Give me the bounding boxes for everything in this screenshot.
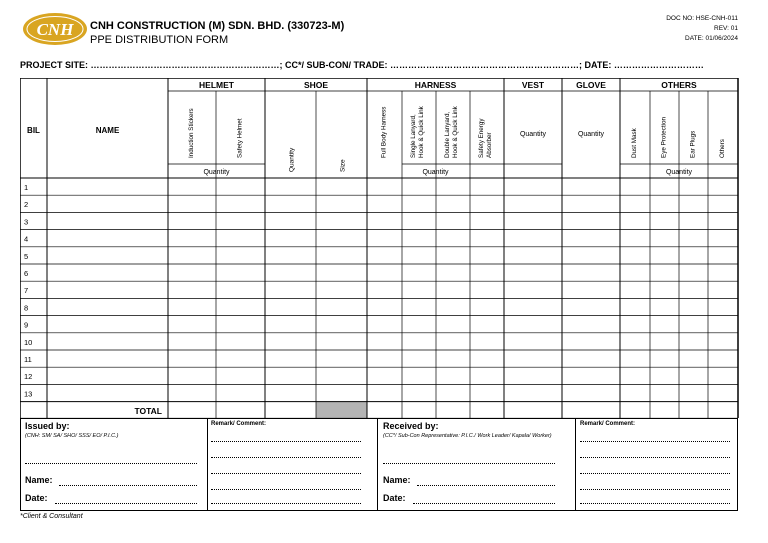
row-number: 12 — [24, 372, 33, 382]
received-remark-line[interactable] — [580, 503, 730, 504]
footer-divider — [207, 419, 208, 510]
group-header-helmet: HELMET — [199, 80, 234, 90]
issued-remark-line[interactable] — [211, 489, 361, 490]
received-name-field[interactable] — [417, 485, 555, 486]
issued-remark-line[interactable] — [211, 473, 361, 474]
logo-text: CNH — [36, 20, 74, 39]
project-line[interactable]: PROJECT SITE: ………………………………………………………; CC*/ SUB-CON/ TRADE: ………………………………………………………; DATE: ………………………… — [20, 60, 704, 70]
row-number: 1 — [24, 183, 29, 192]
row-number: 9 — [24, 320, 29, 330]
received-remark-line[interactable] — [580, 473, 730, 474]
row-number: 8 — [24, 303, 29, 313]
shaded-total-cell — [316, 402, 367, 418]
received-name-label: Name: — [383, 475, 411, 485]
row-number: 5 — [24, 251, 29, 261]
harness-col-header: Single Lanyard, — [410, 114, 417, 158]
received-by-roles: (CC*/ Sub-Con Representative: P.I.C./ Work Leader/ Kapala/ Worker) — [383, 433, 552, 439]
row-number: 10 — [24, 337, 33, 347]
received-remark-line[interactable] — [580, 457, 730, 458]
footer-divider — [377, 419, 378, 510]
row-number: 4 — [24, 234, 29, 244]
company-name: CNH CONSTRUCTION (M) SDN. BHD. (330723-M) — [90, 20, 345, 32]
row-number: 7 — [24, 286, 29, 296]
row-number: 3 — [24, 217, 29, 227]
row-number: 13 — [24, 389, 33, 399]
company-logo — [22, 12, 88, 46]
others-col-header: Others — [719, 139, 726, 158]
harness-col-header: Hook & Quick Link — [418, 106, 425, 158]
harness-col-header: Absorber — [486, 132, 493, 158]
others-quantity-label: Quantity — [665, 169, 693, 176]
issued-signature-line[interactable] — [25, 463, 197, 464]
vest-col-header: Quantity — [519, 131, 547, 138]
received-remark-label: Remark/ Comment: — [580, 421, 636, 427]
name-header: NAME — [95, 126, 120, 135]
form-title: PPE DISTRIBUTION FORM — [90, 34, 229, 46]
glove-col-header: Quantity — [577, 131, 605, 138]
received-remark-line[interactable] — [580, 441, 730, 442]
group-header-harness: HARNESS — [414, 80, 457, 90]
received-date-field[interactable] — [413, 503, 555, 504]
harness-col-header: Full Body Harness — [380, 106, 388, 158]
harness-col-header: Safety Energy — [478, 118, 485, 158]
received-by-label: Received by: — [383, 421, 439, 431]
issued-date-field[interactable] — [55, 503, 197, 504]
received-signature-line[interactable] — [383, 463, 555, 464]
others-col-header: Dust Mask — [631, 128, 638, 158]
total-label: TOTAL — [134, 406, 162, 417]
shoe-col-header: Quantity — [288, 147, 296, 172]
revision: REV: 01 — [714, 25, 738, 32]
received-remark-line[interactable] — [580, 489, 730, 490]
issued-by-roles: (CNH: SM/ SA/ SHO/ SSS/ EO/ P.I.C.) — [25, 433, 119, 439]
helmet-col-header: Safety Helmet — [236, 118, 244, 158]
issued-remark-line[interactable] — [211, 441, 361, 442]
issued-remark-line[interactable] — [211, 457, 361, 458]
issued-date-label: Date: — [25, 493, 48, 503]
group-header-others: OTHERS — [661, 80, 697, 90]
others-col-header: Eye Protection — [660, 117, 668, 158]
row-number: 6 — [24, 269, 29, 278]
row-number: 2 — [24, 200, 29, 210]
helmet-col-header: Induction Stickers — [188, 108, 195, 158]
helmet-quantity-label: Quantity — [203, 169, 230, 176]
issued-remark-label: Remark/ Comment: — [211, 421, 267, 427]
doc-number: DOC NO: HSE-CNH-011 — [666, 15, 738, 22]
footnote: *Client & Consultant — [20, 513, 83, 520]
issued-name-field[interactable] — [59, 485, 197, 486]
group-header-shoe: SHOE — [303, 80, 329, 90]
received-date-label: Date: — [383, 493, 406, 503]
footer-divider — [575, 419, 576, 510]
bil-header: BIL — [27, 126, 40, 135]
document-info — [666, 14, 738, 44]
shoe-col-header: Size — [339, 159, 347, 172]
harness-col-header: Hook & Quick Link — [452, 106, 459, 158]
group-header-glove: GLOVE — [576, 80, 606, 90]
harness-quantity-label: Quantity — [422, 169, 449, 176]
others-col-header: Ear Plugs — [689, 130, 697, 158]
doc-date: DATE: 01/06/2024 — [685, 35, 738, 42]
ppe-table — [20, 78, 740, 418]
issued-name-label: Name: — [25, 475, 53, 485]
issued-remark-line[interactable] — [211, 503, 361, 504]
group-header-vest: VEST — [521, 80, 545, 90]
signature-section — [20, 418, 738, 511]
harness-col-header: Double Lanyard, — [444, 111, 451, 158]
row-number: 11 — [24, 355, 32, 364]
issued-by-label: Issued by: — [25, 421, 70, 431]
